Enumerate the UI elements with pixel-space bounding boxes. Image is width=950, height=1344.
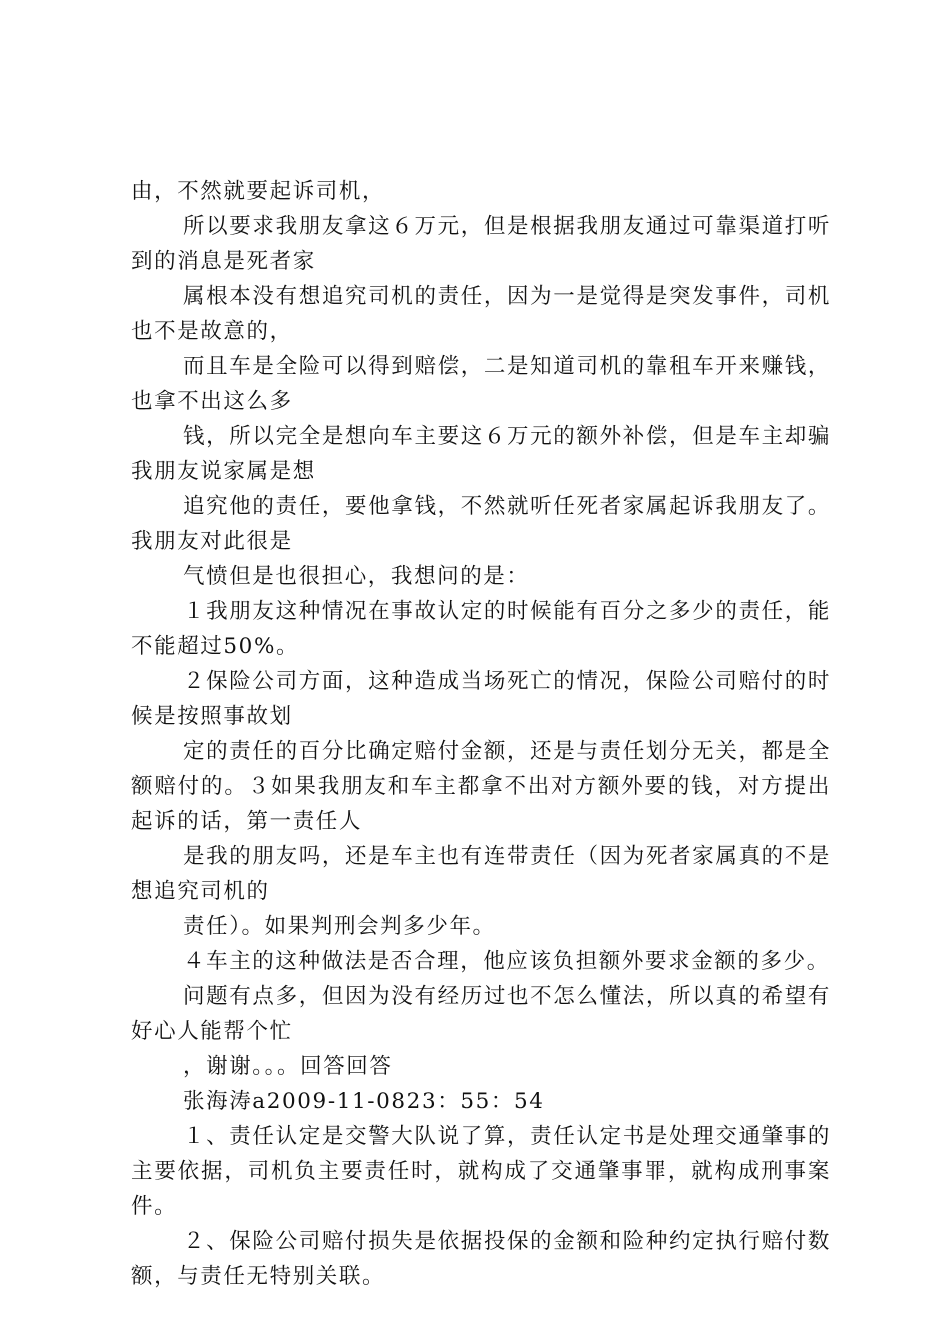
- paragraph-6: 追究他的责任，要他拿钱，不然就听任死者家属起诉我朋友了。我朋友对此很是: [131, 494, 831, 554]
- answer-point-1: １、责任认定是交警大队说了算，责任认定书是处理交通肇事的主要依据，司机负主要责任时，就构成了交通肇事罪，就构成刑事案件。: [131, 1124, 831, 1219]
- paragraph-5: 钱，所以完全是想向车主要这６万元的额外补偿，但是车主却骗我朋友说家属是想: [131, 424, 831, 484]
- paragraph-1: 由，不然就要起诉司机，: [131, 179, 386, 204]
- question-1: １我朋友这种情况在事故认定的时候能有百分之多少的责任，能不能超过50%。: [131, 599, 831, 659]
- document-body: [131, 174, 831, 1294]
- question-2-continued: 定的责任的百分比确定赔付金额，还是与责任划分无关，都是全额赔付的。３如果我朋友和车主都拿不出对方额外要的钱，对方提出起诉的话，第一责任人: [131, 739, 831, 834]
- paragraph-4: 而且车是全险可以得到赔偿，二是知道司机的靠租车开来赚钱，也拿不出这么多: [131, 354, 831, 414]
- thanks-line: ，谢谢。。。回答回答: [183, 1054, 393, 1079]
- question-2: ２保险公司方面，这种造成当场死亡的情况，保险公司赔付的时候是按照事故划: [131, 669, 831, 729]
- paragraph-2: 所以要求我朋友拿这６万元，但是根据我朋友通过可靠渠道打听到的消息是死者家: [131, 214, 831, 274]
- paragraph-7: 气愤但是也很担心，我想问的是：: [183, 564, 530, 589]
- question-4: ４车主的这种做法是否合理，他应该负担额外要求金额的多少。: [183, 949, 830, 974]
- question-3-end: 责任）。如果判刑会判多少年。: [183, 914, 496, 939]
- answer-point-2: ２、保险公司赔付损失是依据投保的金额和险种约定执行赔付数额，与责任无特别关联。: [131, 1229, 831, 1289]
- answer-author-timestamp: 张海涛a2009-11-0823：55：54: [183, 1089, 545, 1114]
- closing-request: 问题有点多，但因为没有经历过也不怎么懂法，所以真的希望有好心人能帮个忙: [131, 984, 831, 1044]
- question-3-continued: 是我的朋友吗，还是车主也有连带责任（因为死者家属真的不是想追究司机的: [131, 844, 831, 904]
- paragraph-3: 属根本没有想追究司机的责任，因为一是觉得是突发事件，司机也不是故意的，: [131, 284, 831, 344]
